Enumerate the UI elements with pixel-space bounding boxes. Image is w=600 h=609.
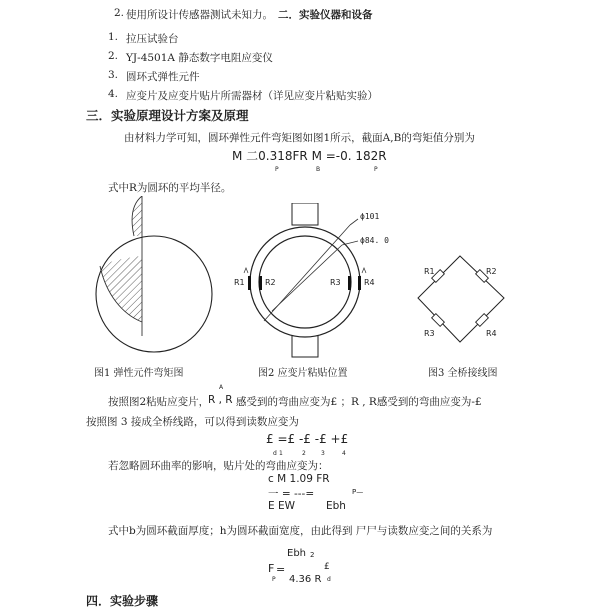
list-item-number: 2. [108,50,119,62]
bridge-label-r4: R4 [486,329,497,338]
bending-strain-denominator: E EW [268,500,295,512]
list-item-text: 拉压试验台 [126,33,179,45]
inner-diameter-label: ϕ84. 0 [360,236,389,245]
full-bridge-figure [414,252,514,352]
figure-caption: 图1 弹性元件弯矩图 [94,368,184,379]
formula-subscript: 1 [279,450,283,457]
figure-caption: 图2 应变片粘贴位置 [258,368,348,379]
formula-subscript: d [327,576,331,583]
moment-formula: M 二0.318FR M =-0. 182R [232,149,387,163]
paragraph: 若忽略圆环曲率的影响，贴片处的弯曲应变为： [108,460,329,472]
strain-symbol: £ [324,562,330,572]
fraction-bar: 一 = ---= [268,488,315,500]
formula-subscript: P— [352,488,364,496]
gauge-label-r1: R1 [234,278,245,287]
section-title: 二．实验仪器和设备 [278,9,373,21]
bending-strain-numerator: c M 1.09 FR [268,473,330,485]
paragraph: 由材料力学可知，圆环弹性元件弯矩图如图1所示，截面A,B的弯矩值分别为 [124,132,475,144]
bridge-label-r3: R3 [424,329,435,338]
formula-subscript: P [275,166,279,173]
resistor-terms: R , R [208,394,233,406]
paragraph: 感受到的弯曲应变为£ ；R , R感受到的弯曲应变为-£ [236,396,482,408]
paragraph: 式中R为圆环的平均半径。 [108,182,232,194]
gauge-label-r3: R3 [330,278,341,287]
bending-strain-denominator-right: Ebh [326,500,346,512]
force-formula-denominator: 4.36 R [289,574,322,585]
bridge-label-r1: R1 [424,267,435,276]
formula-superscript: A [219,384,224,391]
formula-subscript: B [316,166,321,173]
list-item-number: 2. [114,7,125,19]
bridge-label-r2: R2 [486,267,497,276]
gauge-position-figure [234,203,392,361]
section-title: 四．实验步骤 [86,594,159,608]
formula-subscript: 4 [342,450,346,457]
formula-subscript: d [273,450,277,457]
paragraph: 按照图 3 接成全桥线路，可以得到读数应变为 [86,416,299,428]
formula-subscript: P [374,166,378,173]
outer-diameter-label: ϕ101 [360,212,380,221]
list-item-text: 圆环式弹性元件 [126,71,200,83]
bending-moment-figure [92,196,222,358]
paragraph: 式中b为圆环截面厚度；h为圆环截面宽度，由此得到 尸尸与读数应变之间的关系为 [108,525,493,537]
paragraph: 按照图2粘贴应变片， [108,396,210,408]
gauge-label-r2: R2 [265,278,276,287]
list-item-number: 1. [108,31,119,43]
list-item-text: 使用所设计传感器测试未知力。 [126,9,273,21]
formula-subscript: 2 [310,551,315,559]
formula-subscript: 3 [321,450,325,457]
list-item-number: 4. [108,88,119,100]
list-item-text: YJ-4501A 静态数字电阻应变仪 [126,52,273,64]
force-symbol: F [268,562,275,575]
formula-subscript: P [272,576,276,583]
gauge-label-r4: R4 [364,278,375,287]
figure-caption: 图3 全桥接线图 [428,368,498,379]
force-formula-numerator: Ebh [287,548,307,559]
equals-sign: = [276,563,286,576]
section-title: 三．实验原理设计方案及原理 [86,108,249,123]
formula-subscript: 2 [302,450,306,457]
list-item-number: 3. [108,69,119,81]
list-item-text: 应变片及应变片贴片所需器材（详见应变片粘贴实验） [126,90,378,102]
strain-formula: £ =£ -£ -£ +£ [266,432,349,446]
